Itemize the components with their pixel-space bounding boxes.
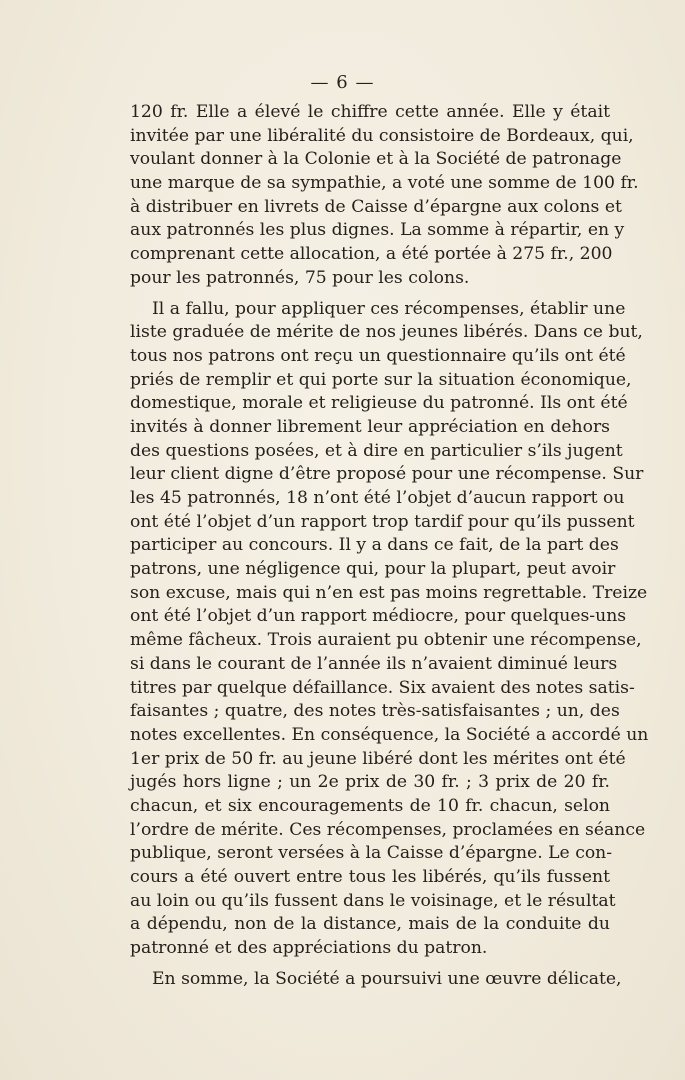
text-line: une marque de sa sympathie, a voté une somme de 100 fr. <box>130 173 639 194</box>
body-text <box>130 101 649 991</box>
text-line: ont été l’objet d’un rapport médiocre, pour quelques-uns <box>130 606 627 627</box>
text-line: son excuse, mais qui n’en est pas moins regrettable. Treize <box>130 582 648 603</box>
text-line: si dans le courant de l’année ils n’avaient diminué leurs <box>130 653 618 674</box>
text-line: a dépendu, non de la distance, mais de la conduite du <box>130 914 610 935</box>
paragraph-3 <box>130 968 622 992</box>
text-line: priés de remplir et qui porte sur la situation économique, <box>130 369 632 390</box>
text-line: jugés hors ligne ; un 2e prix de 30 fr. ; 3 prix de 20 fr. <box>130 772 610 793</box>
text-line: leur client digne d’être proposé pour une récompense. Sur <box>130 464 644 485</box>
text-line: titres par quelque défaillance. Six avaient des notes satis- <box>130 677 635 698</box>
text-line: même fâcheux. Trois auraient pu obtenir une récompense, <box>130 630 642 651</box>
paragraph-2 <box>130 298 649 961</box>
text-line: participer au concours. Il y a dans ce fait, de la part des <box>130 535 619 556</box>
text-line: ont été l’objet d’un rapport trop tardif pour qu’ils pussent <box>130 511 635 532</box>
text-line: patronné et des appréciations du patron. <box>130 938 488 959</box>
paragraph-1 <box>130 101 639 291</box>
text-line: à distribuer en livrets de Caisse d’épargne aux colons et <box>130 196 622 217</box>
text-line: chacun, et six encouragements de 10 fr. chacun, selon <box>130 795 610 816</box>
text-line: comprenant cette allocation, a été portée à 275 fr., 200 <box>130 244 613 265</box>
text-line: publique, seront versées à la Caisse d’épargne. Le con- <box>130 843 613 864</box>
text-line: 120 fr. Elle a élevé le chiffre cette année. Elle y était <box>130 102 610 122</box>
text-line: invités à donner librement leur appréciation en dehors <box>130 416 610 437</box>
page-number: — 6 — <box>310 72 375 93</box>
text-line: En somme, la Société a poursuivi une œuvre délicate, <box>152 968 622 989</box>
text-line: liste graduée de mérite de nos jeunes libérés. Dans ce but, <box>130 322 643 343</box>
text-line: l’ordre de mérite. Ces récompenses, proclamées en séance <box>130 819 646 840</box>
text-line: cours a été ouvert entre tous les libérés, qu’ils fussent <box>130 867 610 887</box>
text-line: domestique, morale et religieuse du patronné. Ils ont été <box>130 393 628 414</box>
text-line: 1er prix de 50 fr. au jeune libéré dont les mérites ont été <box>130 748 626 769</box>
text-line: invitée par une libéralité du consistoire de Bordeaux, qui, <box>130 125 634 146</box>
text-line: les 45 patronnés, 18 n’ont été l’objet d’aucun rapport ou <box>130 488 625 508</box>
text-line: au loin ou qu’ils fussent dans le voisinage, et le résultat <box>130 890 616 911</box>
text-line: pour les patronnés, 75 pour les colons. <box>130 267 470 288</box>
text-line: faisantes ; quatre, des notes très-satisfaisantes ; un, des <box>130 701 620 722</box>
text-line: tous nos patrons ont reçu un questionnaire qu’ils ont été <box>130 345 626 366</box>
text-line: Il a fallu, pour appliquer ces récompenses, établir une <box>152 298 626 319</box>
text-line: aux patronnés les plus dignes. La somme à répartir, en y <box>130 220 625 241</box>
text-line: voulant donner à la Colonie et à la Société de patronage <box>130 149 622 170</box>
text-line: des questions posées, et à dire en particulier s’ils jugent <box>130 440 623 461</box>
text-line: patrons, une négligence qui, pour la plupart, peut avoir <box>130 559 616 580</box>
text-line: notes excellentes. En conséquence, la Société a accordé un <box>130 724 649 745</box>
